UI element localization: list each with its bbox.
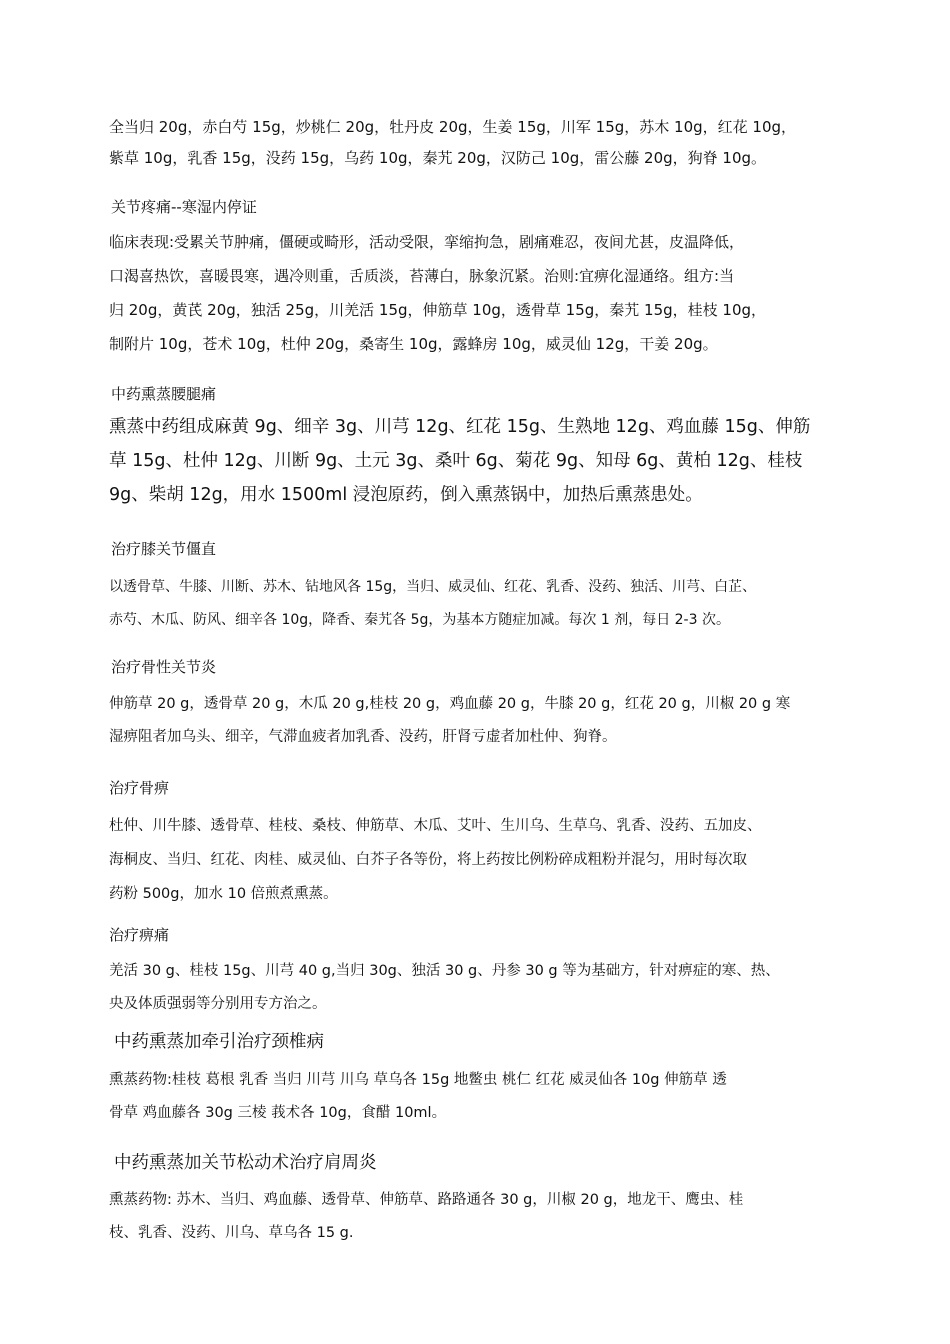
section-fumigation-back bbox=[109, 384, 851, 512]
text-line: 全当归 20g，赤白芍 15g，炒桃仁 20g，牡丹皮 20g，生姜 15g，川军 15g，苏木 10g，红花 10g， bbox=[109, 118, 797, 136]
text-line: 骨草 鸡血藤各 30g 三棱 莪术各 10g，食醋 10ml。 bbox=[109, 1105, 447, 1121]
text-line: 9g、柴胡 12g，用水 1500ml 浸泡原药，倒入熏蒸锅中，加热后熏蒸患处。 bbox=[109, 485, 703, 505]
paragraph bbox=[109, 955, 851, 1021]
text-line: 熏蒸药物:桂枝 葛根 乳香 当归 川芎 川乌 草乌各 15g 地鳖虫 桃仁 红花 威灵仙各 10g 伸筋草 透 bbox=[109, 1072, 727, 1088]
text-line: 制附片 10g，苍术 10g，杜仲 20g，桑寄生 10g，露蜂房 10g，威灵仙 12g，干姜 20g。 bbox=[109, 335, 718, 353]
section-shoulder bbox=[109, 1151, 851, 1250]
section-bone-bi bbox=[109, 778, 851, 911]
section-bi-pain bbox=[109, 925, 851, 1021]
text-line: 海桐皮、当归、红花、肉桂、威灵仙、白芥子各等份，将上药按比例粉碎成粗粉并混匀，用时每次取 bbox=[109, 852, 747, 868]
section-heading: 治疗膝关节僵直 bbox=[111, 540, 217, 558]
paragraph bbox=[109, 225, 851, 361]
paragraph bbox=[109, 112, 851, 174]
paragraph bbox=[109, 809, 851, 911]
paragraph bbox=[109, 410, 851, 512]
section-heading: 中药熏蒸腰腿痛 bbox=[111, 385, 217, 403]
section-heading: 治疗痹痛 bbox=[109, 926, 170, 944]
paragraph bbox=[109, 688, 851, 754]
text-line: 熏蒸中药组成麻黄 9g、细辛 3g、川芎 12g、红花 15g、生熟地 12g、鸡血藤 15g、伸筋 bbox=[109, 417, 811, 437]
text-line: 赤芍、木瓜、防风、细辛各 10g，降香、秦艽各 5g，为基本方随症加减。每次 1 剂，每日 2-3 次。 bbox=[109, 612, 730, 628]
section-knee-stiffness bbox=[109, 539, 851, 637]
paragraph bbox=[109, 1184, 851, 1250]
section-heading: 中药熏蒸加牵引治疗颈椎病 bbox=[114, 1032, 324, 1052]
text-line: 羌活 30 g、桂枝 15g、川芎 40 g,当归 30g、独活 30 g、丹参 30 g 等为基础方，针对痹症的寒、热、 bbox=[109, 963, 780, 979]
text-line: 临床表现:受累关节肿痛，僵硬或畸形，活动受限，挛缩拘急，剧痛难忍，夜间尤甚，皮温降低， bbox=[109, 233, 745, 251]
text-line: 央及体质强弱等分别用专方治之。 bbox=[109, 996, 327, 1012]
section-heading: 关节疼痛--寒湿内停证 bbox=[111, 198, 257, 216]
text-line: 药粉 500g，加水 10 倍煎煮熏蒸。 bbox=[109, 886, 338, 902]
section-formula-1 bbox=[109, 112, 851, 174]
section-heading: 中药熏蒸加关节松动术治疗肩周炎 bbox=[114, 1153, 377, 1173]
text-line: 伸筋草 20 g，透骨草 20 g，木瓜 20 g,桂枝 20 g，鸡血藤 20 g，牛膝 20 g，红花 20 g，川椒 20 g 寒 bbox=[109, 696, 791, 712]
section-cervical bbox=[109, 1030, 851, 1130]
text-line: 紫草 10g，乳香 15g，没药 15g，乌药 10g，秦艽 20g，汉防己 10g，雷公藤 20g，狗脊 10g。 bbox=[109, 149, 767, 167]
section-heading: 治疗骨痹 bbox=[109, 779, 170, 797]
paragraph bbox=[109, 571, 851, 637]
paragraph bbox=[109, 1064, 851, 1130]
text-line: 湿痹阻者加乌头、细辛，气滞血疲者加乳香、没药，肝肾亏虚者加杜仲、狗脊。 bbox=[109, 729, 617, 745]
text-line: 枝、乳香、没药、川乌、草乌各 15 g. bbox=[109, 1225, 354, 1241]
text-line: 归 20g，黄芪 20g，独活 25g，川羌活 15g，伸筋草 10g，透骨草 15g，秦艽 15g，桂枝 10g， bbox=[109, 301, 767, 319]
text-line: 口渴喜热饮，喜暖畏寒，遇冷则重，舌质淡，苔薄白，脉象沉紧。治则:宜痹化湿通络。组方:当 bbox=[109, 267, 735, 285]
section-cold-damp bbox=[109, 197, 851, 361]
text-line: 熏蒸药物: 苏木、当归、鸡血藤、透骨草、伸筋草、路路通各 30 g，川椒 20 g，地龙干、鹰虫、桂 bbox=[109, 1192, 744, 1208]
section-osteoarthritis bbox=[109, 657, 851, 754]
text-line: 杜仲、川牛膝、透骨草、桂枝、桑枝、伸筋草、木瓜、艾叶、生川乌、生草乌、乳香、没药、五加皮、 bbox=[109, 818, 762, 834]
section-heading: 治疗骨性关节炎 bbox=[111, 658, 217, 676]
text-line: 草 15g、杜仲 12g、川断 9g、土元 3g、桑叶 6g、菊花 9g、知母 6g、黄柏 12g、桂枝 bbox=[109, 451, 803, 471]
text-line: 以透骨草、牛膝、川断、苏木、钻地风各 15g，当归、威灵仙、红花、乳香、没药、独活、川芎、白芷、 bbox=[109, 579, 757, 595]
